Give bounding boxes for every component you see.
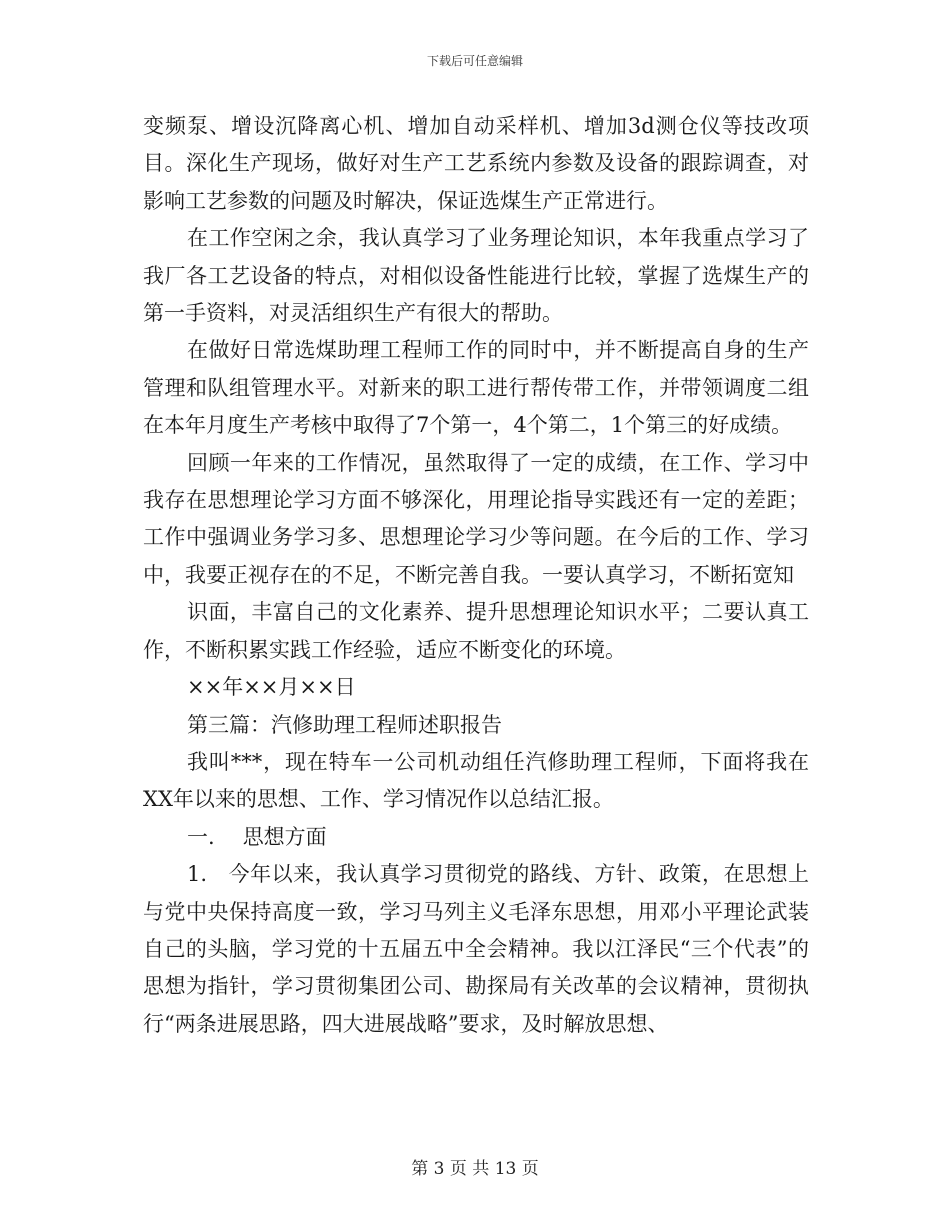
- chapter-title: 第三篇：汽修助理工程师述职报告: [187, 712, 502, 737]
- section-title: 思想方面: [242, 824, 327, 849]
- paragraph-study: 在工作空闲之余，我认真学习了业务理论知识，本年我重点学习了我厂各工艺设备的特点，对相似设备性能进行比较，掌握了选煤生产的第一手资料，对灵活组织生产有很大的帮助。: [143, 226, 809, 326]
- list-item-1: [143, 856, 809, 1043]
- section-heading: [143, 819, 809, 856]
- date-line: ××年××月××日: [187, 675, 356, 700]
- paragraph-review: 回顾一年来的工作情况，虽然取得了一定的成绩，在工作、学习中我存在思想理论学习方面不够深化，用理论指导实践还有一定的差距；工作中强调业务学习多、思想理论学习少等问题。在今后的工作、学习中，我要正视存在的不足，不断完善自我。一要认真学习，不断拓宽知: [143, 450, 809, 587]
- paragraph-continued: 变频泵、增设沉降离心机、增加自动采样机、增加3d测仓仪等技改项目。深化生产现场，做好对生产工艺系统内参数及设备的跟踪调查，对影响工艺参数的问题及时解决，保证选煤生产正常进行。: [143, 114, 809, 213]
- page-header-note: 下载后可任意编辑: [426, 54, 523, 68]
- document-body: [143, 108, 809, 1043]
- page-number-footer: 第 3 页 共 13 页: [411, 1159, 539, 1179]
- list-item-text: 今年以来，我认真学习贯彻党的路线、方针、政策，在思想上与党中央保持高度一致，学习马列主义毛泽东思想，用邓小平理论武装自己的头脑，学习党的十五届五中全会精神。我以江泽民“三个代表”的思想为指针，学习贯彻集团公司、勘探局有关改革的会议精神，贯彻执行“两条进展思路，四大进展战略”要求，及时解放思想、: [143, 862, 810, 1036]
- paragraph-improvement: 识面，丰富自己的文化素养、提升思想理论知识水平；二要认真工作，不断积累实践工作经验，适应不断变化的环境。: [143, 600, 809, 662]
- paragraph-management: 在做好日常选煤助理工程师工作的同时中，并不断提高自身的生产管理和队组管理水平。对新来的职工进行帮传带工作，并带领调度二组在本年月度生产考核中取得了7个第一，4个第二，1个第三的好成绩。: [143, 338, 809, 438]
- paragraph-intro: 我叫***，现在特车一公司机动组任汽修助理工程师，下面将我在XX年以来的思想、工作、学习情况作以总结汇报。: [143, 749, 809, 812]
- list-item-number: 1.: [187, 862, 208, 887]
- section-number: 一.: [187, 824, 215, 849]
